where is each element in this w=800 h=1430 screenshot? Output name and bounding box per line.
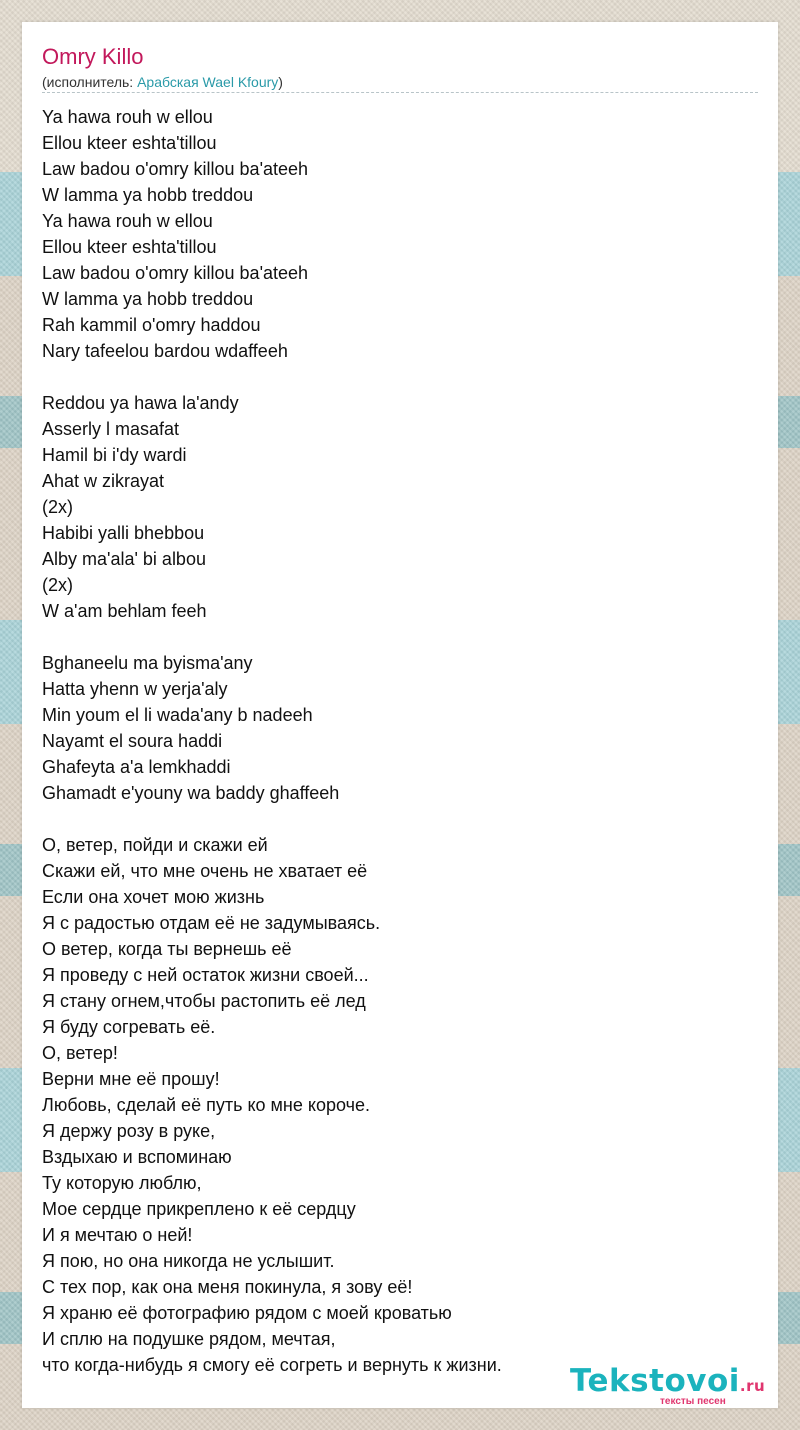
lyric-line: Ghamadt e'youny wa baddy ghaffeeh (42, 783, 340, 803)
lyric-line: Rah kammil o'omry haddou (42, 315, 261, 335)
lyric-line: Ellou kteer eshta'tillou (42, 133, 217, 153)
lyric-line: Ahat w zikrayat (42, 471, 165, 491)
lyric-line: О ветер, когда ты вернешь её (42, 939, 292, 959)
lyric-line: Ya hawa rouh w ellou (42, 211, 213, 231)
lyric-line: Bghaneelu ma byisma'any (42, 653, 253, 673)
lyric-line: Asserly l masafat (42, 419, 180, 439)
song-title: Omry Killo (42, 44, 144, 69)
lyric-line: Я храню её фотографию рядом с моей кроватью (42, 1303, 452, 1323)
lyric-line: Hatta yhenn w yerja'aly (42, 679, 228, 699)
lyric-line: Nayamt el soura haddi (42, 731, 223, 751)
lyric-line: Habibi yalli bhebbou (42, 523, 205, 543)
lyric-line: Я пою, но она никогда не услышит. (42, 1251, 335, 1271)
performer-link[interactable]: Арабская Wael Kfoury (137, 74, 279, 90)
stanza-break (42, 364, 758, 390)
lyric-line: Ellou kteer eshta'tillou (42, 237, 217, 257)
lyric-line: Ту которую люблю, (42, 1173, 202, 1193)
lyric-line: Я стану огнем,чтобы растопить её лед (42, 991, 366, 1011)
lyric-line: Ghafeyta a'a lemkhaddi (42, 757, 231, 777)
lyric-line: С тех пор, как она меня покинула, я зову её! (42, 1277, 413, 1297)
brand-name-text: Tekstovoi (570, 1363, 740, 1399)
lyric-line: Alby ma'ala' bi albou (42, 549, 206, 569)
lyric-line: (2x) (42, 497, 73, 517)
lyric-line: Reddou ya hawa la'andy (42, 393, 239, 413)
lyric-line: (2x) (42, 575, 73, 595)
lyric-line: Ya hawa rouh w ellou (42, 107, 213, 127)
lyric-line: Я держу розу в руке, (42, 1121, 216, 1141)
lyric-line: что когда-нибудь я смогу её согреть и вернуть к жизни. (42, 1355, 502, 1375)
lyric-line: Hamil bi i'dy wardi (42, 445, 187, 465)
title-divider (42, 92, 758, 93)
lyric-line: Law badou o'omry killou ba'ateeh (42, 159, 309, 179)
brand-tagline: тексты песен (660, 1396, 726, 1407)
performer-prefix: (исполнитель: (42, 74, 138, 90)
lyric-line: W lamma ya hobb treddou (42, 185, 254, 205)
lyric-line: О, ветер! (42, 1043, 118, 1063)
performer-line (42, 73, 283, 91)
lyric-line: Если она хочет мою жизнь (42, 887, 265, 907)
lyric-line: Я проведу с ней остаток жизни своей... (42, 965, 369, 985)
lyric-line: Я с радостью отдам её не задумываясь. (42, 913, 381, 933)
stanza-break (42, 624, 758, 650)
lyric-line: Скажи ей, что мне очень не хватает её (42, 861, 368, 881)
lyrics-card (22, 22, 778, 1408)
site-logo[interactable] (570, 1363, 780, 1407)
brand-tld: .ru (739, 1377, 766, 1395)
lyric-line: Мое сердце прикреплено к её сердцу (42, 1199, 356, 1219)
lyric-line: О, ветер, пойди и скажи ей (42, 835, 268, 855)
lyric-line: W a'am behlam feeh (42, 601, 207, 621)
lyric-line: И сплю на подушке рядом, мечтая, (42, 1329, 336, 1349)
lyric-line: Любовь, сделай её путь ко мне короче. (42, 1095, 370, 1115)
performer-suffix: ) (278, 74, 283, 90)
lyric-line: Min youm el li wada'any b nadeeh (42, 705, 313, 725)
lyric-line: Вздыхаю и вспоминаю (42, 1147, 232, 1167)
lyric-line: Верни мне её прошу! (42, 1069, 220, 1089)
stanza-break (42, 806, 758, 832)
lyrics-text (42, 104, 758, 1378)
lyric-line: И я мечтаю о ней! (42, 1225, 193, 1245)
lyric-line: W lamma ya hobb treddou (42, 289, 254, 309)
lyric-line: Я буду согревать её. (42, 1017, 216, 1037)
lyric-line: Nary tafeelou bardou wdaffeeh (42, 341, 288, 361)
lyric-line: Law badou o'omry killou ba'ateeh (42, 263, 309, 283)
